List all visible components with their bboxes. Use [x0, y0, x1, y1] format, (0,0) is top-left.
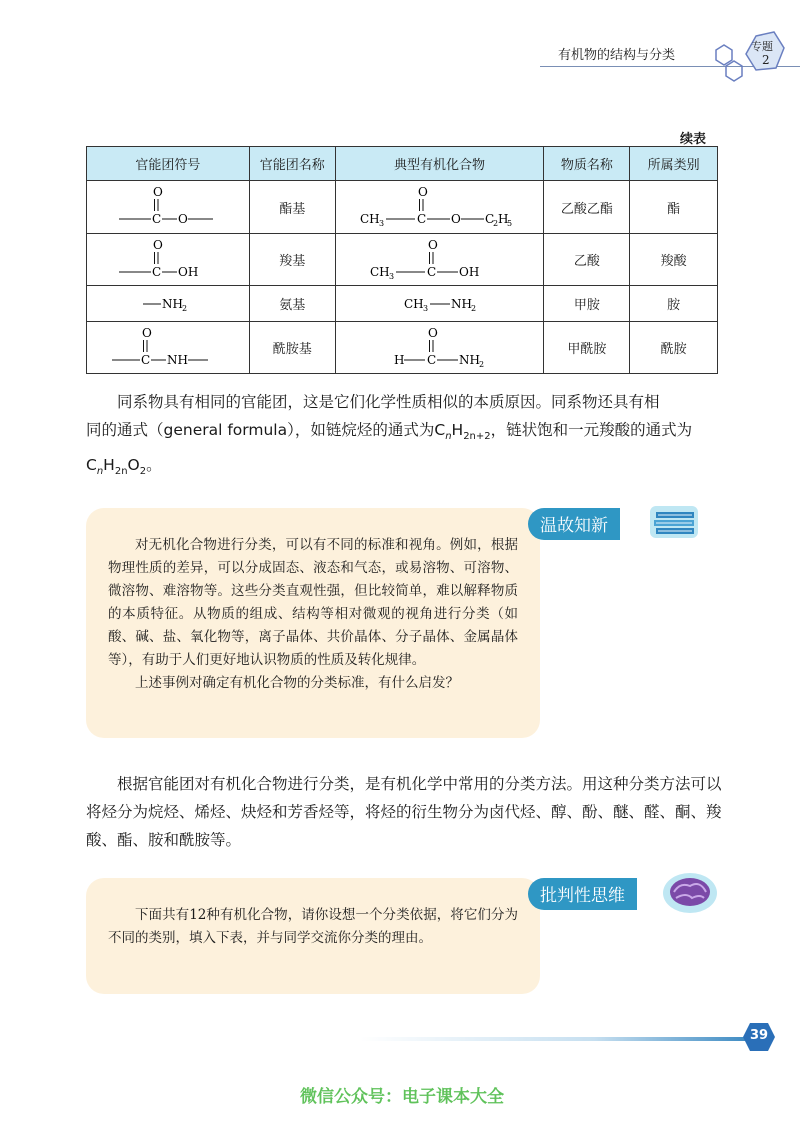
svg-text:NH: NH [458, 352, 480, 367]
formula-cell [87, 181, 250, 234]
critical-thinking-box [86, 878, 540, 994]
svg-text:3: 3 [378, 219, 384, 228]
svg-text:CH: CH [369, 264, 390, 279]
svg-text:3: 3 [388, 271, 394, 281]
svg-text:OH: OH [177, 264, 199, 279]
substance-name-cell: 甲酰胺 [544, 322, 630, 374]
svg-text:2: 2 [181, 303, 188, 313]
group-name-cell: 羧基 [249, 234, 335, 286]
brain-icon [660, 870, 720, 916]
category-cell: 胺 [630, 286, 718, 322]
page-number: 39 [749, 1028, 769, 1043]
svg-text:CH: CH [403, 296, 424, 311]
review-text: 对无机化合物进行分类，可以有不同的标准和视角。例如，根据物理性质的差异，可以分成固态、液态和气态，或易溶物、可溶物、微溶物、难溶物等。这些分类直观性强，但比较简单，难以解释物质的本质特征。从物质的组成、结构等相对微观的视角进行分类（如酸、碱、盐、氧化物等，离子晶体、共价晶体、分子晶体、金属晶体等），有助于人们更好地认识物质的性质及转化规律。 [108, 537, 518, 668]
svg-text:O: O [427, 325, 438, 340]
acetic-acid-structure [350, 236, 530, 284]
functional-group-table [86, 146, 718, 374]
header-cell: 典型有机化合物 [335, 147, 544, 181]
homolog-paragraph [86, 388, 722, 486]
group-name-cell: 氨基 [249, 286, 335, 322]
paragraph-line: $C_nH_{2n}O_2$。 [86, 456, 162, 478]
svg-text:C: C [140, 352, 151, 367]
compound-cell [335, 181, 544, 234]
svg-text:C: C [416, 212, 426, 226]
formula-cell [87, 286, 250, 322]
category-cell: 羧酸 [630, 234, 718, 286]
header-cell: 官能团名称 [249, 147, 335, 181]
compound-cell [335, 234, 544, 286]
formula-cell [87, 322, 250, 374]
header-cell: 官能团符号 [87, 147, 250, 181]
review-question: 上述事例对确定有机化合物的分类标准，有什么启发？ [135, 675, 459, 691]
formula-cell [87, 234, 250, 286]
svg-text:O: O [417, 185, 428, 199]
review-tag: 温故知新 [528, 508, 620, 540]
svg-text:2: 2 [492, 219, 498, 228]
svg-text:OH: OH [458, 264, 479, 279]
header-cell: 物质名称 [544, 147, 630, 181]
svg-text:C: C [484, 212, 494, 226]
svg-text:C: C [426, 352, 436, 367]
formamide-structure [350, 324, 530, 372]
svg-text:O: O [141, 325, 152, 340]
continued-table-label: 续表 [680, 132, 707, 147]
svg-text:NH: NH [166, 352, 188, 367]
table-row [87, 234, 718, 286]
substance-name-cell: 甲胺 [544, 286, 630, 322]
svg-text:3: 3 [422, 303, 428, 313]
watermark-text: 微信公众号：电子课本大全 [300, 1087, 504, 1107]
svg-text:H: H [497, 212, 508, 226]
svg-text:O: O [450, 212, 461, 226]
review-box [86, 508, 540, 738]
paragraph-line: 同系物具有相同的官能团，这是它们化学性质相似的本质原因。同系物还具有相 同的通式（general formula），如链烷烃的通式为$C_nH_{2n+2}$，链状饱和一元羧酸的通式为 [86, 393, 693, 443]
substance-name-cell: 乙酸 [544, 234, 630, 286]
ester-group-structure [113, 183, 223, 231]
svg-text:NH: NH [450, 296, 472, 311]
table-header-row [87, 147, 718, 181]
books-icon [646, 500, 702, 544]
footer-gradient-strip [360, 1037, 750, 1041]
hexagon-outline-icon [716, 45, 732, 65]
svg-text:C: C [426, 264, 436, 279]
substance-name-cell: 乙酸乙酯 [544, 181, 630, 234]
svg-text:O: O [152, 185, 163, 199]
category-cell: 酰胺 [630, 322, 718, 374]
svg-text:NH: NH [161, 296, 183, 311]
svg-text:CH: CH [359, 212, 380, 226]
classification-paragraph [86, 770, 722, 854]
category-cell: 酯 [630, 181, 718, 234]
paragraph-text: 根据官能团对有机化合物进行分类，是有机化学中常用的分类方法。用这种分类方法可以将烃分为烷烃、烯烃、炔烃和芳香烃等，将烃的衍生物分为卤代烃、醇、酚、醚、醛、酮、羧酸、酯、胺和酰胺等。 [86, 775, 722, 849]
ethyl-acetate-structure [350, 183, 530, 231]
critical-thinking-text: 下面共有12种有机化合物，请你设想一个分类依据，将它们分为不同的类别，填入下表，并与同学交流你分类的理由。 [108, 907, 518, 946]
group-name-cell: 酰胺基 [249, 322, 335, 374]
compound-cell [335, 322, 544, 374]
svg-text:O: O [177, 212, 188, 226]
svg-text:2: 2 [470, 303, 476, 313]
carboxyl-group-structure [113, 236, 223, 284]
chapter-number: 2 [762, 53, 770, 67]
svg-text:O: O [152, 237, 163, 252]
table-row [87, 181, 718, 234]
hexagon-outline-icon [726, 61, 742, 81]
svg-text:C: C [151, 264, 162, 279]
critical-thinking-tag: 批判性思维 [528, 878, 637, 910]
methylamine-structure [350, 292, 530, 316]
svg-text:O: O [427, 237, 438, 252]
svg-text:C: C [151, 212, 162, 226]
table-row [87, 322, 718, 374]
header-cell: 所属类别 [630, 147, 718, 181]
svg-text:2: 2 [478, 359, 484, 369]
chapter-label: 专题 [751, 40, 773, 53]
svg-text:5: 5 [506, 219, 512, 228]
running-header-title: 有机物的结构与分类 [558, 48, 676, 63]
amino-group-structure [113, 292, 223, 316]
page-number-badge [742, 1022, 776, 1052]
group-name-cell: 酯基 [249, 181, 335, 234]
compound-cell [335, 286, 544, 322]
svg-text:H: H [393, 352, 404, 367]
chapter-hexagon-badge [704, 28, 800, 88]
amide-group-structure [108, 324, 228, 372]
table-row [87, 286, 718, 322]
